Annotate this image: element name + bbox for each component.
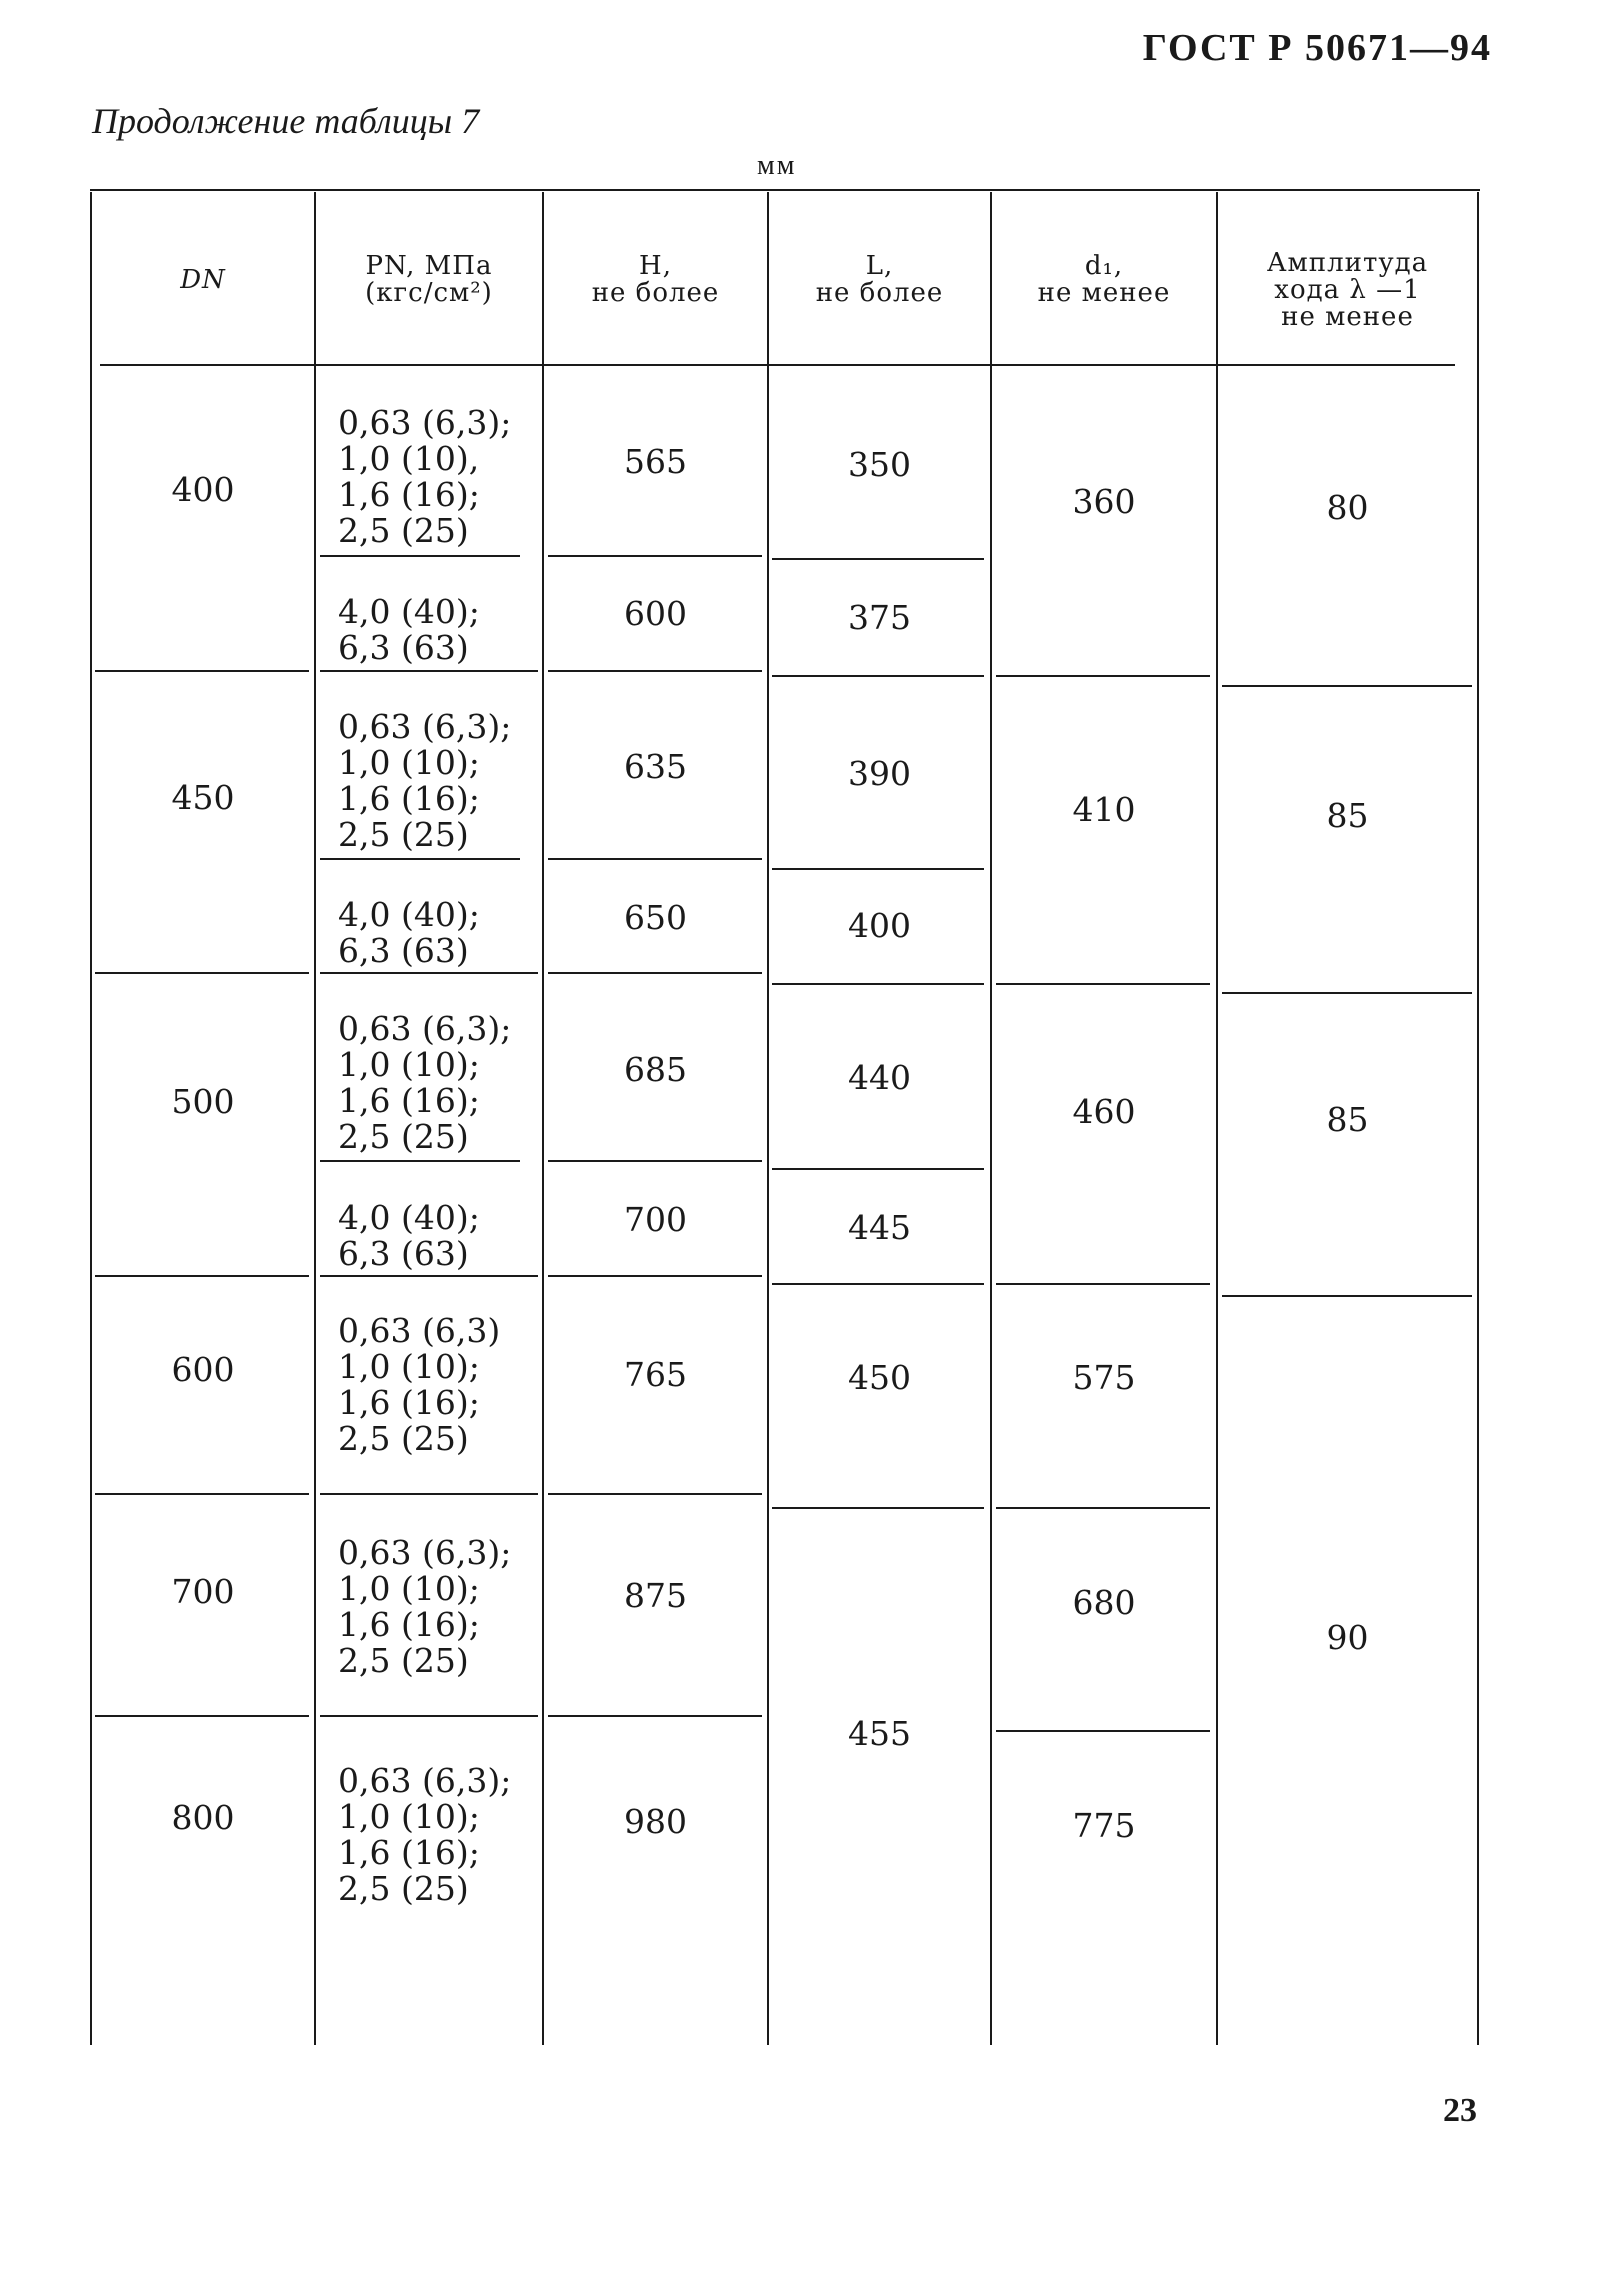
- table-cell-amplitude: 85: [1326, 796, 1369, 835]
- row-rule: [320, 1715, 538, 1717]
- row-rule: [1222, 685, 1472, 687]
- row-rule: [772, 1507, 984, 1509]
- table-cell-pn: 4,0 (40); 6,3 (63): [338, 895, 480, 970]
- table-cell-dn: 700: [171, 1572, 235, 1611]
- table-cell-h: 685: [624, 1050, 687, 1089]
- row-rule: [1222, 992, 1472, 994]
- row-rule: [320, 1275, 538, 1277]
- column-header-d1: d₁, не менее: [1037, 251, 1171, 308]
- table-cell-amplitude: 80: [1326, 488, 1369, 527]
- table-cell-pn: 0,63 (6,3); 1,0 (10); 1,6 (16); 2,5 (25): [338, 1761, 512, 1908]
- table-cell-dn: 450: [171, 778, 235, 817]
- table-cell-h: 875: [624, 1576, 687, 1615]
- row-rule: [320, 972, 538, 974]
- table-cell-pn: 0,63 (6,3) 1,0 (10); 1,6 (16); 2,5 (25): [338, 1311, 501, 1458]
- row-rule: [772, 983, 984, 985]
- table-cell-h: 600: [624, 594, 687, 633]
- table-cell-l: 375: [848, 598, 911, 637]
- table-cell-l: 440: [848, 1058, 911, 1097]
- table-cell-pn: 4,0 (40); 6,3 (63): [338, 1198, 480, 1273]
- row-rule: [772, 1283, 984, 1285]
- row-rule: [320, 670, 538, 672]
- column-header-h: H, не более: [591, 251, 720, 308]
- table-cell-pn: 0,63 (6,3); 1,0 (10), 1,6 (16); 2,5 (25): [338, 403, 512, 550]
- row-rule: [320, 858, 520, 860]
- table-cell-amplitude: 85: [1326, 1100, 1369, 1139]
- column-rule: [1477, 192, 1479, 2045]
- table-cell-dn: 400: [171, 470, 235, 509]
- column-header-dn: DN: [180, 264, 226, 295]
- row-rule: [320, 1493, 538, 1495]
- row-rule: [772, 868, 984, 870]
- row-rule: [996, 1507, 1210, 1509]
- table-top-rule: [90, 189, 1480, 191]
- column-rule: [314, 192, 316, 2045]
- row-rule: [548, 1493, 762, 1495]
- table-cell-l: 400: [848, 906, 911, 945]
- table-cell-l: 450: [848, 1358, 911, 1397]
- table-cell-l: 390: [848, 754, 911, 793]
- column-header-pn: PN, МПа (кгс/см²): [365, 251, 493, 308]
- row-rule: [996, 983, 1210, 985]
- row-rule: [548, 972, 762, 974]
- table-cell-l: 350: [848, 445, 911, 484]
- table-cell-d1: 680: [1072, 1583, 1136, 1622]
- row-rule: [996, 1730, 1210, 1732]
- table-cell-amplitude: 90: [1326, 1618, 1369, 1657]
- row-rule: [996, 675, 1210, 677]
- table-cell-h: 650: [624, 898, 687, 937]
- table-cell-h: 765: [624, 1355, 687, 1394]
- row-rule: [320, 555, 520, 557]
- table-cell-pn: 4,0 (40); 6,3 (63): [338, 592, 480, 667]
- row-rule: [772, 558, 984, 560]
- table-cell-l: 455: [848, 1714, 911, 1753]
- table-cell-l: 445: [848, 1208, 911, 1247]
- row-rule: [548, 1275, 762, 1277]
- standard-number: ГОСТ Р 50671—94: [1142, 27, 1492, 69]
- row-rule: [772, 1168, 984, 1170]
- row-rule: [95, 972, 309, 974]
- table-cell-h: 700: [624, 1200, 687, 1239]
- table-cell-h: 565: [624, 442, 687, 481]
- table-cell-d1: 775: [1072, 1806, 1136, 1845]
- table-cell-d1: 575: [1072, 1358, 1136, 1397]
- header-bottom-rule: [100, 364, 1455, 366]
- row-rule: [548, 1160, 762, 1162]
- row-rule: [320, 1160, 520, 1162]
- row-rule: [772, 675, 984, 677]
- row-rule: [548, 858, 762, 860]
- table-cell-d1: 410: [1072, 790, 1136, 829]
- table-cell-pn: 0,63 (6,3); 1,0 (10); 1,6 (16); 2,5 (25): [338, 1533, 512, 1680]
- page-number: 23: [1443, 2092, 1477, 2129]
- row-rule: [548, 670, 762, 672]
- row-rule: [548, 1715, 762, 1717]
- table-cell-dn: 500: [171, 1082, 235, 1121]
- column-header-l: L, не более: [815, 251, 944, 308]
- table-cell-pn: 0,63 (6,3); 1,0 (10); 1,6 (16); 2,5 (25): [338, 1009, 512, 1156]
- units-label: мм: [757, 150, 797, 181]
- table-cell-d1: 460: [1072, 1092, 1136, 1131]
- row-rule: [95, 1275, 309, 1277]
- table-cell-dn: 600: [171, 1350, 235, 1389]
- table-cell-dn: 800: [171, 1798, 235, 1837]
- table-cell-h: 635: [624, 747, 687, 786]
- table-caption: Продолжение таблицы 7: [92, 101, 480, 141]
- row-rule: [95, 670, 309, 672]
- table-cell-h: 980: [624, 1802, 687, 1841]
- row-rule: [95, 1493, 309, 1495]
- column-header-amplitude: Амплитуда хода λ —1 не менее: [1266, 247, 1429, 332]
- row-rule: [95, 1715, 309, 1717]
- row-rule: [996, 1283, 1210, 1285]
- row-rule: [548, 555, 762, 557]
- table-cell-d1: 360: [1072, 482, 1136, 521]
- table-cell-pn: 0,63 (6,3); 1,0 (10); 1,6 (16); 2,5 (25): [338, 707, 512, 854]
- row-rule: [1222, 1295, 1472, 1297]
